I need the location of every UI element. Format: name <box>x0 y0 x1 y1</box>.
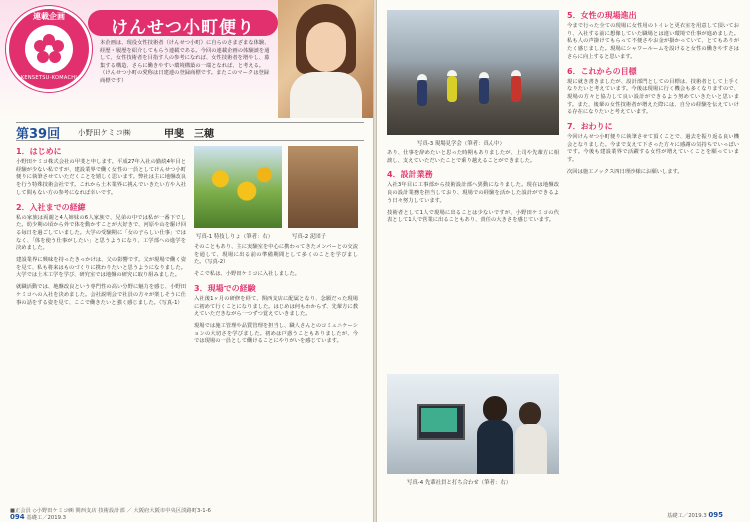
section-paragraph: 入社後1ヶ月の研修を経て、関西支店に配属となり、念願だった現場に初めて行くことになりました。はじめは何もわからず、先輩方に教えていただきながら一つずつ覚えていきました。 <box>194 295 358 318</box>
section-paragraph: 技術者として1人で現場に出ることは少ないですが、小野田ケミコの代表として1人で営業に出ることもあり、責任の大きさを感じています。 <box>387 209 559 224</box>
section-paragraph: 建設業界に興味を持ったきっかけは、父の影響です。父が現場で働く姿を見て、私も将来はものづくりに携わりたいと思うようになりました。大学では土木工学を学び、研究室では地盤の研究に取り組みました。 <box>16 257 186 279</box>
section-heading: 6．これからの目標 <box>567 66 637 76</box>
section-heading: 2．入社までの経緯 <box>16 202 86 212</box>
right-page-number <box>667 511 723 519</box>
photo-sunflowers <box>194 146 282 228</box>
left-column-2 <box>194 244 358 350</box>
section-paragraph: 就職活動では、地盤改良という専門性の高い分野に魅力を感じ、小野田ケミコへの入社を決めました。会社説明会で社員の方々が楽しそうに仕事の話をする姿を見て、ここで働きたいと強く感じました。（写真-1） <box>16 284 186 306</box>
page-number: 095 <box>708 511 724 519</box>
section-paragraph: 今回けんせつ小町便りに執筆させて頂くことで、過去を振り返る良い機会となりました。今まで支えて下さった方々に感謝の気持ちでいっぱいです。今後も建設業界で活躍する女性が増えていくことを願っています。 <box>567 134 739 164</box>
section-paragraph: あり、仕事を辞めたいと思った時期もありましたが、上司や先輩方に相談し、支えていただいたことで乗り越えることができました。 <box>387 150 559 164</box>
series-title: けんせつ小町便り <box>111 18 255 38</box>
section-paragraph: そこで私は、小野田ケミコに入社しました。 <box>194 271 300 278</box>
section-heading: 4．設計業務 <box>387 170 433 180</box>
series-label: 連載企画 <box>33 12 65 21</box>
intro-note: （けんせつ小町の愛称は日建連の登録商標です。またこのマークは登録商標です） <box>100 70 270 84</box>
right-column-1 <box>387 150 559 229</box>
next-author-note: 次回は施工ノックス四日理沙様にお願いします。 <box>567 168 683 175</box>
article-title-bar <box>16 122 364 141</box>
author-portrait-photo <box>278 0 373 118</box>
photo2-caption: 写真-2 泥団子 <box>292 234 327 240</box>
section-paragraph: 現場では施工管理や品質管理を担当し、職人さんとのコミュニケーションの大切さを学びました。初めは戸惑うこともありましたが、今では現場の一員として働けることにやりがいを感じています。 <box>194 322 358 345</box>
left-page-number <box>10 513 66 521</box>
flower-icon <box>33 33 65 65</box>
footer-note: ■正会員 ◇小野田ケミコ㈱ 関西支店 技術設計部 ／ 大阪府大阪市中央区淡路町3-1-6 <box>10 508 211 514</box>
series-title-band <box>88 10 278 36</box>
series-intro <box>100 40 270 86</box>
section-paragraph: 入社3年目に工事部から技術設計部へ異動になりました。現在は地盤改良の設計業務を担当しており、現場での経験を活かした設計ができるよう日々努力しています。 <box>387 182 559 204</box>
section-paragraph: そのこともあり、主に実験室を中心に携わってきたメンバーとの交流を通して、現場に出る前の準備期間として多くのことを学びました。（写真-2） <box>194 244 358 266</box>
right-column-2 <box>567 10 739 181</box>
photo-site-visit <box>387 10 559 135</box>
right-page <box>377 0 750 522</box>
badge-emblem <box>25 25 73 73</box>
author-company: 小野田ケミコ㈱ <box>78 128 131 137</box>
journal-name: 基礎工／2019.3 <box>26 515 67 521</box>
intro-text: 本企画は、現役女性技術者（けんせつ小町）に自らのさまざまな体験、経歴・履歴を紹介してもらう連載である。今回の連載企画の体験談を通して、女性技術者を目指す人の参考になれば、女性技術者を増やし、募集する構造、さらに働きやすい環境構築の一端となれば、と考える。 <box>100 40 270 69</box>
section-paragraph: 今まで行った全ての現場に女性用のトイレと更衣室を用意して頂いており、入社する前に想像していた職場とは違い環境で仕事が進めました。私も人の声掛けてもらって不便さやお金が掛かっていて、とてもありがたく感じました。現場にシャワールームを設けると女性の働きやすさはさらに向上すると思います。 <box>567 23 739 60</box>
section-paragraph: 現に就き書きましたが、設計部門としての目標は、技術者として上手くなりたいと考えています。今後は現場に行く機会も多くなりますので、現場の方々と協力して良い設計ができるよう努めていきたいと思います。また、後輩の女性技術者が増えた際には、自分の経験を伝えていける存在になりたいと考えています。 <box>567 78 739 116</box>
left-page <box>0 0 373 522</box>
left-column-1 <box>16 146 186 311</box>
article-number: 第39回 <box>16 127 61 142</box>
photo-mud-ball <box>288 146 358 228</box>
photo4-caption: 写真-4 先輩社員と打ち合わせ（筆者：右） <box>407 480 512 486</box>
section-heading: 7．おわりに <box>567 122 613 132</box>
author-name: 甲斐 三穂 <box>164 129 214 140</box>
section-heading: 1．はじめに <box>16 147 62 156</box>
photo-meeting <box>387 374 559 474</box>
page-number: 094 <box>10 513 25 521</box>
section-paragraph: 小野田ケミコ株式会社の甲斐と申します。平成27年入社の勤続4年目と経験が少ない私ですが、建設業界で働く女性の一員としてけんせつ小町便りに執筆させていただくことを嬉しく思います。弊社は主に地盤改良を行う特殊技術会社です。これから土木業界に挑んでいきたい方や入社して間もない方の参考になれば幸いです。 <box>16 159 186 196</box>
series-badge <box>6 6 92 92</box>
photo3-caption: 写真-3 現場見学会（筆者：真ん中） <box>417 141 505 147</box>
section-heading: 3．現場での経験 <box>194 283 256 293</box>
journal-name: 基礎工／2019.3 <box>667 513 707 519</box>
photo1-caption: 写真-1 特技しりょ（筆者：右） <box>196 234 274 240</box>
series-header <box>0 0 373 118</box>
badge-caption: KENSETSU-KOMACHI <box>20 75 78 81</box>
section-paragraph: 私の家族は両親と4人姉妹の6人家族で、兄弟の中では私が一番下でした。幼少期の頃から外で体を動かすことが大好きで、河原や山を駆け回る毎日を過ごしていました。大学の受験期に「女の子らしい仕事」ではなく、「体を使う仕事がしたい」と思うようになり、工学部への進学を決めました。 <box>16 214 186 252</box>
section-heading: 5．女性の現場進出 <box>567 11 637 20</box>
